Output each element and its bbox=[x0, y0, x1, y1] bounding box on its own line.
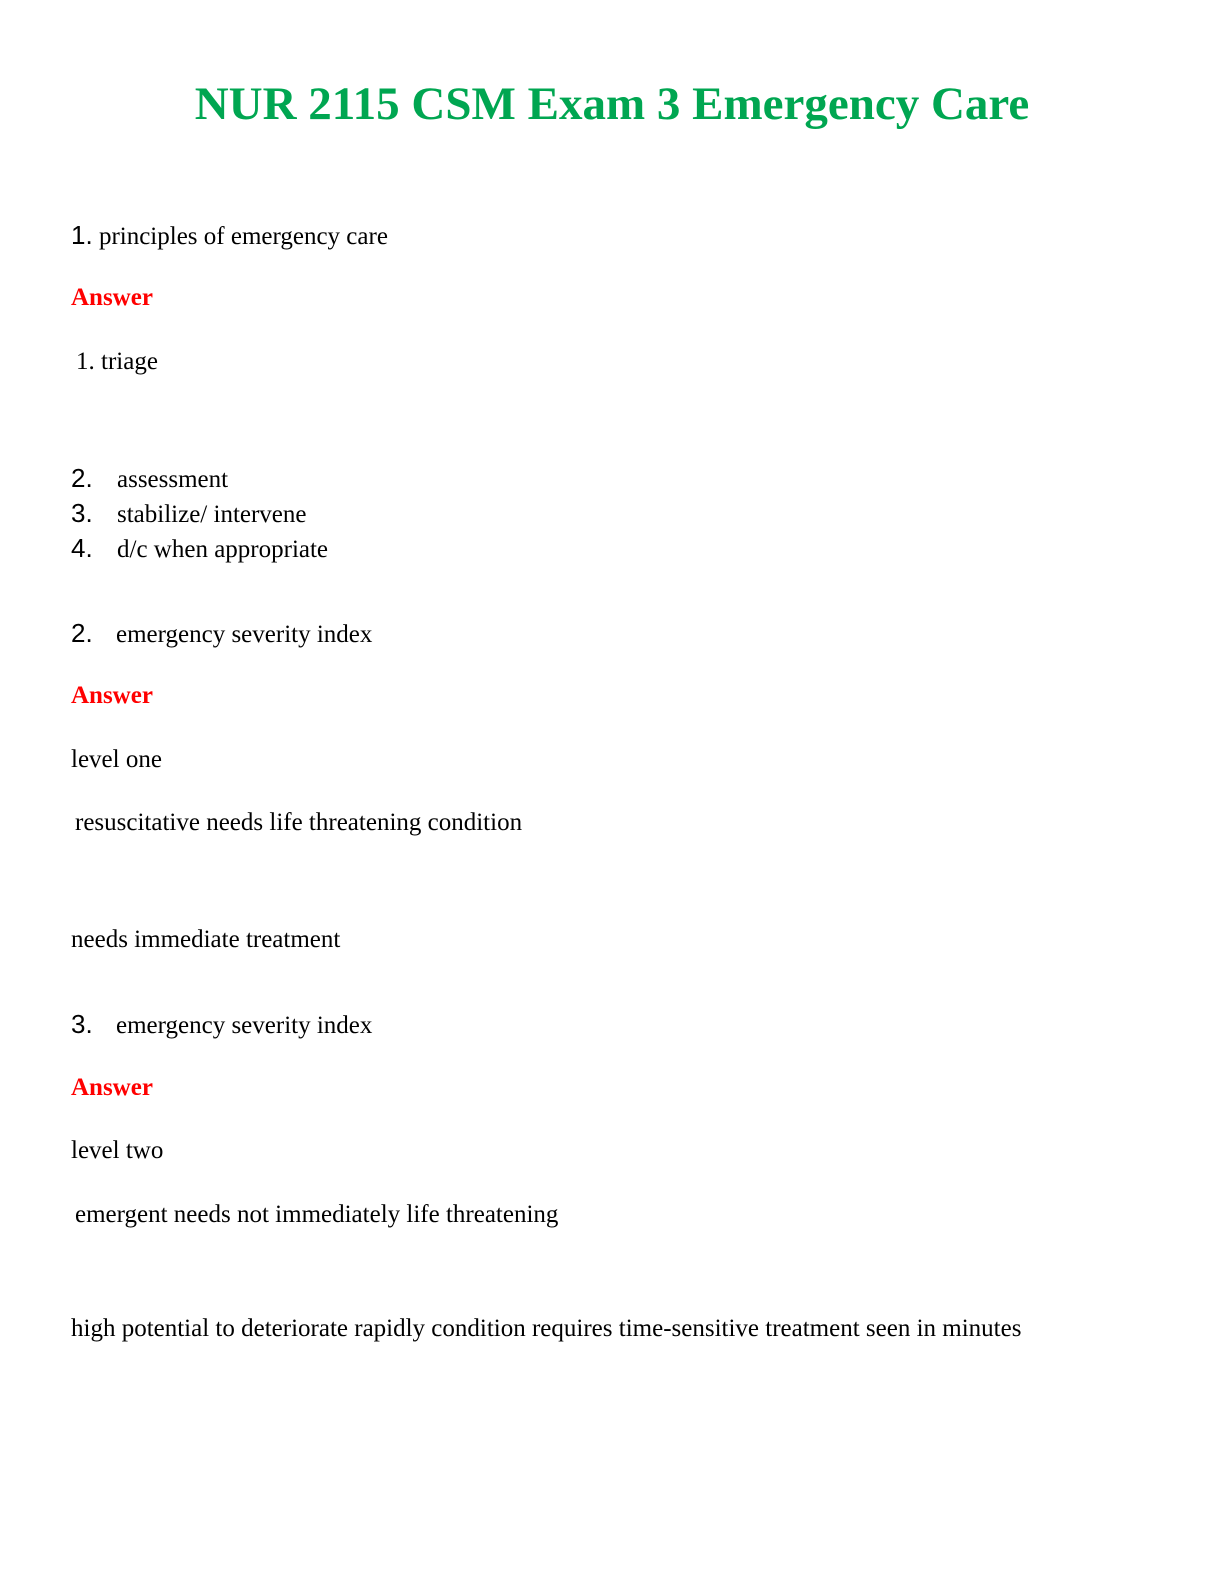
answer-item-text: stabilize/ intervene bbox=[117, 501, 307, 528]
answer-label: Answer bbox=[71, 1074, 153, 1101]
question-text: emergency severity index bbox=[116, 621, 373, 648]
question-number: 1. bbox=[71, 220, 93, 250]
answer-item-text: assessment bbox=[117, 466, 229, 493]
answer-label: Answer bbox=[71, 284, 153, 311]
answer-note: needs immediate treatment bbox=[71, 926, 341, 953]
answer-note: high potential to deteriorate rapidly condition requires time-sensitive treatment seen in minutes bbox=[71, 1315, 1022, 1342]
question-1 bbox=[71, 219, 388, 253]
question-3 bbox=[71, 1008, 372, 1042]
answer-description: resuscitative needs life threatening condition bbox=[75, 809, 523, 836]
question-text: emergency severity index bbox=[116, 1012, 373, 1039]
answer-label: Answer bbox=[71, 682, 153, 709]
answer-level: level two bbox=[71, 1137, 164, 1164]
answer-item-number: 4. bbox=[71, 533, 93, 563]
answer-item-text: d/c when appropriate bbox=[117, 536, 329, 563]
question-text: principles of emergency care bbox=[98, 223, 388, 250]
answer-description: emergent needs not immediately life threatening bbox=[75, 1201, 559, 1228]
question-number: 2. bbox=[71, 618, 93, 648]
answer-item bbox=[71, 532, 328, 566]
answer-item: 1. triage bbox=[76, 348, 158, 375]
answer-item-number: 3. bbox=[71, 498, 93, 528]
answer-item-number: 2. bbox=[71, 463, 93, 493]
answer-item bbox=[71, 462, 228, 496]
question-2 bbox=[71, 617, 372, 651]
answer-level: level one bbox=[71, 746, 162, 773]
question-number: 3. bbox=[71, 1009, 93, 1039]
document-title: NUR 2115 CSM Exam 3 Emergency Care bbox=[194, 78, 1030, 130]
answer-item bbox=[71, 497, 307, 531]
